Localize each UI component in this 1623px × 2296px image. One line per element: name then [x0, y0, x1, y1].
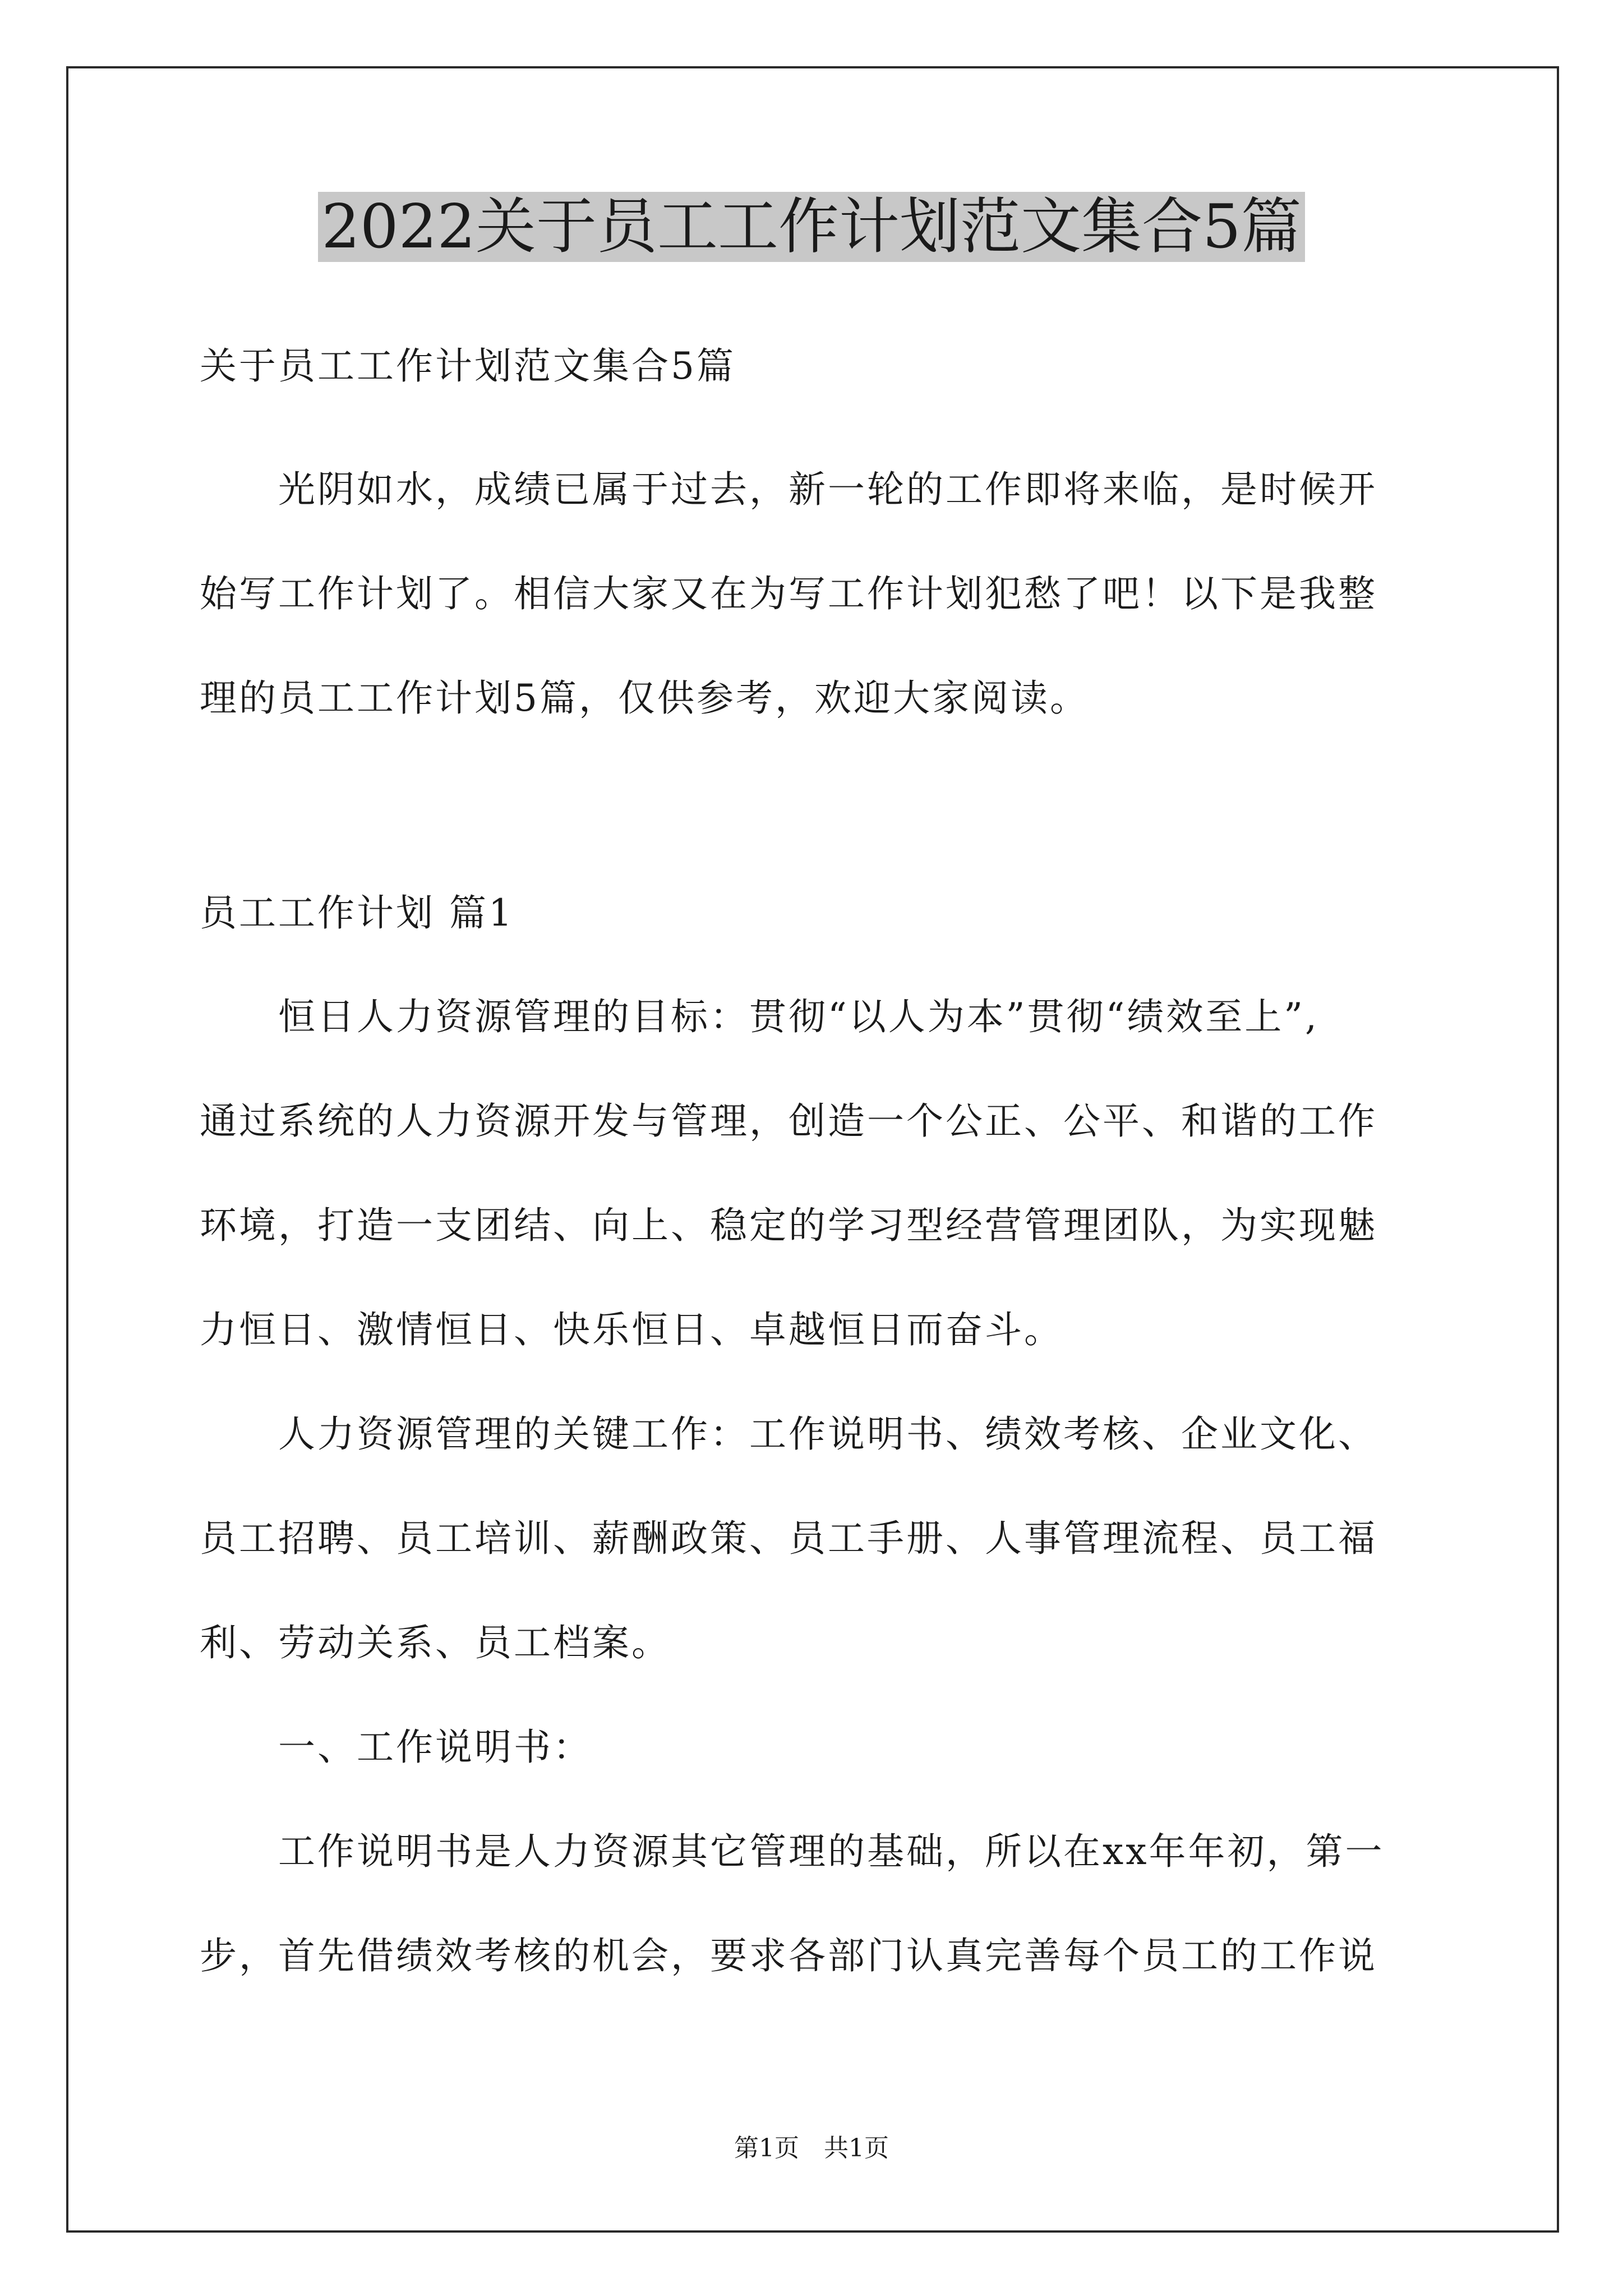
item1-heading: 一、工作说明书： [278, 1726, 592, 1769]
intro-line-2: 始写工作计划了。相信大家又在为写工作计划犯愁了吧！以下是我整 [200, 572, 1377, 615]
document-subtitle: 关于员工工作计划范文集合5篇 [200, 344, 736, 388]
document-title-text: 2022关于员工工作计划范文集合5篇 [318, 192, 1305, 262]
para3-line-1: 工作说明书是人力资源其它管理的基础，所以在xx年年初，第一 [278, 1830, 1385, 1873]
para1-line-4: 力恒日、激情恒日、快乐恒日、卓越恒日而奋斗。 [200, 1308, 1063, 1351]
para2-line-3: 利、劳动关系、员工档案。 [200, 1621, 671, 1664]
para3-line-2: 步，首先借绩效考核的机会，要求各部门认真完善每个员工的工作说 [200, 1934, 1377, 1977]
para2-line-2: 员工招聘、员工培训、薪酬政策、员工手册、人事管理流程、员工福 [200, 1517, 1377, 1560]
intro-line-3: 理的员工工作计划5篇，仅供参考，欢迎大家阅读。 [200, 677, 1089, 720]
page-number: 第1页 共1页 [734, 2134, 889, 2162]
para1-line-2: 通过系统的人力资源开发与管理，创造一个公正、公平、和谐的工作 [200, 1099, 1377, 1143]
para1-line-3: 环境，打造一支团结、向上、稳定的学习型经营管理团队，为实现魅 [200, 1204, 1377, 1247]
section-heading: 员工工作计划 篇1 [200, 891, 514, 935]
para2-line-1: 人力资源管理的关键工作：工作说明书、绩效考核、企业文化、 [278, 1412, 1377, 1456]
document-title [0, 185, 1623, 269]
para1-line-1: 恒日人力资源管理的目标：贯彻“以人为本”贯彻“绩效至上”, [278, 995, 1319, 1038]
intro-line-1: 光阴如水，成绩已属于过去，新一轮的工作即将来临，是时候开 [278, 468, 1377, 511]
